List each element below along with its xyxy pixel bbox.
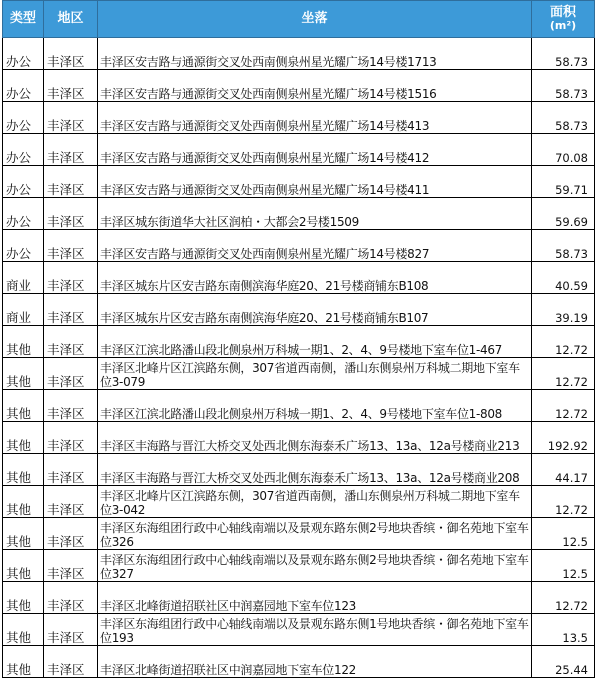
header-type: 类型 [3, 1, 44, 38]
row-area-cell: 12.72 [532, 390, 595, 422]
row-area-cell: 58.73 [532, 38, 595, 70]
row-area-cell: 44.17 [532, 454, 595, 486]
row-location-cell: 丰泽区丰海路与晋江大桥交叉处西北侧东海泰禾广场13、13a、12a号楼商业213 [98, 422, 532, 454]
row-location-cell: 丰泽区城东片区安吉路东南侧滨海华庭20、21号楼商铺东B108 [98, 262, 532, 294]
row-region-cell: 丰泽区 [44, 486, 98, 518]
row-region-cell: 丰泽区 [44, 102, 98, 134]
row-location-cell: 丰泽区北峰片区江滨路东侧，307省道西南侧，潘山东侧泉州万科城二期地下室车位3-079 [98, 358, 532, 390]
row-location-cell: 丰泽区安吉路与通源街交叉处西南侧泉州星光耀广场14号楼411 [98, 166, 532, 198]
row-area-cell: 59.69 [532, 198, 595, 230]
row-location-cell: 丰泽区安吉路与通源街交叉处西南侧泉州星光耀广场14号楼1516 [98, 70, 532, 102]
table-row [3, 358, 595, 390]
row-region-cell: 丰泽区 [44, 230, 98, 262]
row-type-cell: 其他 [3, 486, 44, 518]
row-area-cell: 12.72 [532, 326, 595, 358]
row-type-cell: 办公 [3, 198, 44, 230]
row-location-cell: 丰泽区北峰街道招联社区中润嘉园地下室车位123 [98, 582, 532, 614]
row-area-cell: 12.72 [532, 582, 595, 614]
row-type-cell: 商业 [3, 262, 44, 294]
row-type-cell: 其他 [3, 422, 44, 454]
table-row [3, 326, 595, 358]
table-row [3, 294, 595, 326]
row-region-cell: 丰泽区 [44, 70, 98, 102]
table-row [3, 198, 595, 230]
row-type-cell: 办公 [3, 166, 44, 198]
row-area-cell: 58.73 [532, 102, 595, 134]
row-type-cell: 商业 [3, 294, 44, 326]
header-area-label: 面积 [549, 5, 576, 20]
row-area-cell: 12.5 [532, 550, 595, 582]
header-location: 坐落 [98, 1, 532, 38]
row-region-cell: 丰泽区 [44, 518, 98, 550]
row-location-cell: 丰泽区安吉路与通源街交叉处西南侧泉州星光耀广场14号楼412 [98, 134, 532, 166]
row-region-cell: 丰泽区 [44, 198, 98, 230]
row-type-cell: 办公 [3, 38, 44, 70]
row-area-cell: 192.92 [532, 422, 595, 454]
row-type-cell: 其他 [3, 518, 44, 550]
row-location-cell: 丰泽区东海组团行政中心轴线南端以及景观东路东侧1号地块香缤・御名苑地下室车位193 [98, 614, 532, 646]
table-row [3, 102, 595, 134]
table-row [3, 390, 595, 422]
header-region: 地区 [44, 1, 98, 38]
table-row [3, 262, 595, 294]
table-row [3, 38, 595, 70]
row-region-cell: 丰泽区 [44, 614, 98, 646]
table-row [3, 582, 595, 614]
table-row [3, 614, 595, 646]
row-area-cell: 12.5 [532, 518, 595, 550]
row-type-cell: 其他 [3, 614, 44, 646]
row-region-cell: 丰泽区 [44, 390, 98, 422]
row-region-cell: 丰泽区 [44, 646, 98, 678]
row-region-cell: 丰泽区 [44, 38, 98, 70]
row-location-cell: 丰泽区北峰片区江滨路东侧，307省道西南侧，潘山东侧泉州万科城二期地下室车位3-042 [98, 486, 532, 518]
row-location-cell: 丰泽区北峰街道招联社区中润嘉园地下室车位122 [98, 646, 532, 678]
row-location-cell: 丰泽区安吉路与通源街交叉处西南侧泉州星光耀广场14号楼1713 [98, 38, 532, 70]
row-location-cell: 丰泽区江滨北路潘山段北侧泉州万科城一期1、2、4、9号楼地下室车位1-467 [98, 326, 532, 358]
row-area-cell: 70.08 [532, 134, 595, 166]
table-row [3, 486, 595, 518]
table-row [3, 230, 595, 262]
row-type-cell: 其他 [3, 646, 44, 678]
row-area-cell: 58.73 [532, 230, 595, 262]
row-area-cell: 39.19 [532, 294, 595, 326]
row-location-cell: 丰泽区东海组团行政中心轴线南端以及景观东路东侧2号地块香缤・御名苑地下室车位326 [98, 518, 532, 550]
row-area-cell: 12.72 [532, 358, 595, 390]
row-region-cell: 丰泽区 [44, 582, 98, 614]
row-region-cell: 丰泽区 [44, 294, 98, 326]
row-location-cell: 丰泽区安吉路与通源街交叉处西南侧泉州星光耀广场14号楼827 [98, 230, 532, 262]
row-area-cell: 12.72 [532, 486, 595, 518]
row-area-cell: 58.73 [532, 70, 595, 102]
row-region-cell: 丰泽区 [44, 134, 98, 166]
row-area-cell: 25.44 [532, 646, 595, 678]
row-region-cell: 丰泽区 [44, 358, 98, 390]
row-location-cell: 丰泽区城东街道华大社区润柏・大都会2号楼1509 [98, 198, 532, 230]
row-region-cell: 丰泽区 [44, 262, 98, 294]
header-area-unit: (m²) [549, 19, 577, 32]
row-region-cell: 丰泽区 [44, 454, 98, 486]
row-region-cell: 丰泽区 [44, 422, 98, 454]
row-type-cell: 其他 [3, 454, 44, 486]
row-region-cell: 丰泽区 [44, 550, 98, 582]
row-type-cell: 办公 [3, 134, 44, 166]
row-area-cell: 59.71 [532, 166, 595, 198]
row-location-cell: 丰泽区江滨北路潘山段北侧泉州万科城一期1、2、4、9号楼地下室车位1-808 [98, 390, 532, 422]
row-type-cell: 办公 [3, 230, 44, 262]
header-area [532, 1, 595, 38]
table-row [3, 134, 595, 166]
table-row [3, 166, 595, 198]
row-type-cell: 其他 [3, 326, 44, 358]
table-row [3, 518, 595, 550]
table-row [3, 422, 595, 454]
row-type-cell: 其他 [3, 582, 44, 614]
row-type-cell: 办公 [3, 70, 44, 102]
row-type-cell: 其他 [3, 358, 44, 390]
table-row [3, 550, 595, 582]
table-row [3, 454, 595, 486]
row-location-cell: 丰泽区城东片区安吉路东南侧滨海华庭20、21号楼商铺东B107 [98, 294, 532, 326]
row-area-cell: 13.5 [532, 614, 595, 646]
row-area-cell: 40.59 [532, 262, 595, 294]
table-row [3, 646, 595, 678]
row-type-cell: 办公 [3, 102, 44, 134]
table-row [3, 70, 595, 102]
row-type-cell: 其他 [3, 390, 44, 422]
table-header-row [3, 1, 595, 38]
row-location-cell: 丰泽区丰海路与晋江大桥交叉处西北侧东海泰禾广场13、13a、12a号楼商业208 [98, 454, 532, 486]
row-type-cell: 其他 [3, 550, 44, 582]
row-region-cell: 丰泽区 [44, 326, 98, 358]
row-location-cell: 丰泽区东海组团行政中心轴线南端以及景观东路东侧2号地块香缤・御名苑地下室车位327 [98, 550, 532, 582]
row-region-cell: 丰泽区 [44, 166, 98, 198]
property-table [2, 0, 595, 678]
row-location-cell: 丰泽区安吉路与通源街交叉处西南侧泉州星光耀广场14号楼413 [98, 102, 532, 134]
